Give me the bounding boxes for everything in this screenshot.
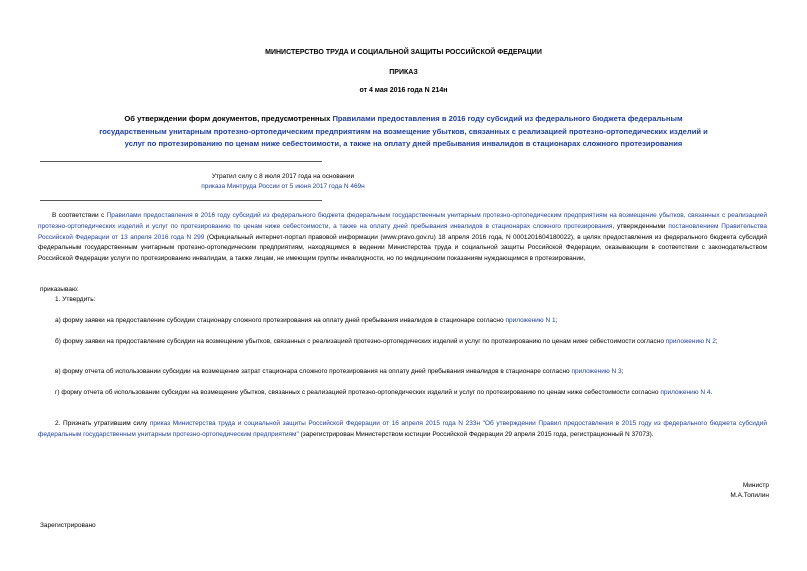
- appendix-1-link[interactable]: приложению N 1: [505, 317, 556, 324]
- preamble-text-1: В соответствии с: [52, 212, 107, 219]
- rules-2016-link[interactable]: Правилами предоставления в 2016 году субсидий из федерального бюджета федеральным государственным унитарным протезно-ортопедическим предприятиям на возмещение убытков, связанных с реализацией протезно-ортопедических изделий и услуг по протезированию по ценам ниже себестоимости, а также на оплату дней пребывания инвалидов в стационарах сложного протезирования: [38, 212, 768, 230]
- document-type: ПРИКАЗ: [389, 69, 418, 76]
- signature-block: [730, 481, 769, 501]
- government-decree-link[interactable]: постановлением Правительства Российской Федерации от 13 апреля 2016 года N 299: [38, 222, 767, 241]
- title-line-1: [0, 113, 807, 126]
- preamble-text-2: , утвержденными: [612, 222, 669, 230]
- registered-note: Зарегистрировано: [40, 522, 96, 529]
- separator-top: [40, 161, 322, 162]
- repealed-order-link[interactable]: приказ Министерства труда и социальной защиты Российской Федерации от 16 апреля 2015 года N 233н "Об утверждении Правил предоставления в 2015 году из федерального бюджета субсидий федеральным государственным унитарным протезно-ортопедическим предприятиям": [38, 420, 767, 438]
- item-a-end: ;: [555, 317, 558, 324]
- status-note: [40, 172, 526, 192]
- item-2-text: 2. Признать утратившим силу: [55, 420, 150, 427]
- item-a: [55, 316, 557, 326]
- order-word: приказываю:: [40, 286, 79, 293]
- document-title: [0, 113, 807, 151]
- item-2-end: (зарегистрирован Министерством юстиции Российской Федерации 29 апреля 2015 года, регистрационный N 37073).: [298, 430, 654, 438]
- repeal-order-link[interactable]: приказа Минтруда России от 5 июня 2017 года N 469н: [201, 183, 365, 190]
- item-a-text: а) форму заявки на предоставление субсидии стационару сложного протезирования на оплату дней пребывания инвалидов в стационаре согласно: [55, 317, 506, 324]
- signature-role: Министр: [742, 482, 769, 489]
- item-v-end: ;: [621, 368, 624, 375]
- ministry-name: МИНИСТЕРСТВО ТРУДА И СОЦИАЛЬНОЙ ЗАЩИТЫ РОССИЙСКОЙ ФЕДЕРАЦИИ: [265, 49, 542, 56]
- status-text: Утратил силу с 8 июля 2017 года на основании: [211, 173, 355, 180]
- item-g: [38, 388, 767, 399]
- preamble-paragraph: [38, 211, 767, 265]
- item-b-text: б) форму заявки на предоставление субсидии на возмещение убытков, связанных с реализацией протезно-ортопедических изделий и услуг по протезированию по ценам ниже себестоимости согласно: [55, 338, 666, 345]
- title-line-2[interactable]: государственным унитарным протезно-ортопедическим предприятиям на возмещение убытков, связанных с реализацией протезно-ортопедических изделий и: [99, 126, 708, 136]
- item-v: [55, 367, 623, 377]
- item-b-end: ;: [715, 338, 718, 345]
- item-b: [38, 337, 767, 348]
- separator-bottom: [40, 200, 322, 201]
- appendix-4-link[interactable]: приложению N 4: [660, 389, 711, 396]
- item-g-end: .: [710, 389, 713, 396]
- appendix-2-link[interactable]: приложению N 2: [665, 338, 716, 345]
- title-prefix: Об утверждении форм документов, предусмотренных: [124, 114, 333, 123]
- item-g-text: г) форму отчета об использовании субсидии на возмещение убытков, связанных с реализацией протезно-ортопедических изделий и услуг по протезированию по ценам ниже себестоимости согласно: [55, 389, 661, 396]
- title-line-3[interactable]: услуг по протезированию по ценам ниже себестоимости, а также на оплату дней пребывания инвалидов в стационарах сложного протезирования: [124, 139, 683, 148]
- item-1-approve: 1. Утвердить:: [55, 296, 96, 303]
- item-v-text: в) форму отчета об использовании субсидии на возмещение затрат стационара сложного протезирования на оплату дней пребывания инвалидов в стационаре согласно: [55, 368, 572, 375]
- signature-name: М.А.Топилин: [730, 492, 769, 499]
- document-date-number: от 4 мая 2016 года N 214н: [359, 87, 448, 94]
- rules-link[interactable]: Правилами предоставления в 2016 году субсидий из федерального бюджета федеральным: [332, 114, 683, 123]
- item-2-repeal: [38, 419, 767, 441]
- appendix-3-link[interactable]: приложению N 3: [571, 368, 622, 375]
- preamble-text-3: (Официальный интернет-портал правовой информации (www.pravo.gov.ru) 18 апреля 2016 года, N 0001201604180022), в целях предоставления из федерального бюджета субсидий федеральным государственным унитарным протезно-ортопедическим предприятиям, находящимся в ведении Министерства труда и социальной защиты Российской Федерации, оказывающим в соответствии с законодательством Российской Федерации услуги по протезированию инвалидам, а также лицам, не имеющим группы инвалидности, но по медицинским показаниям нуждающимся в протезировании,: [38, 233, 767, 263]
